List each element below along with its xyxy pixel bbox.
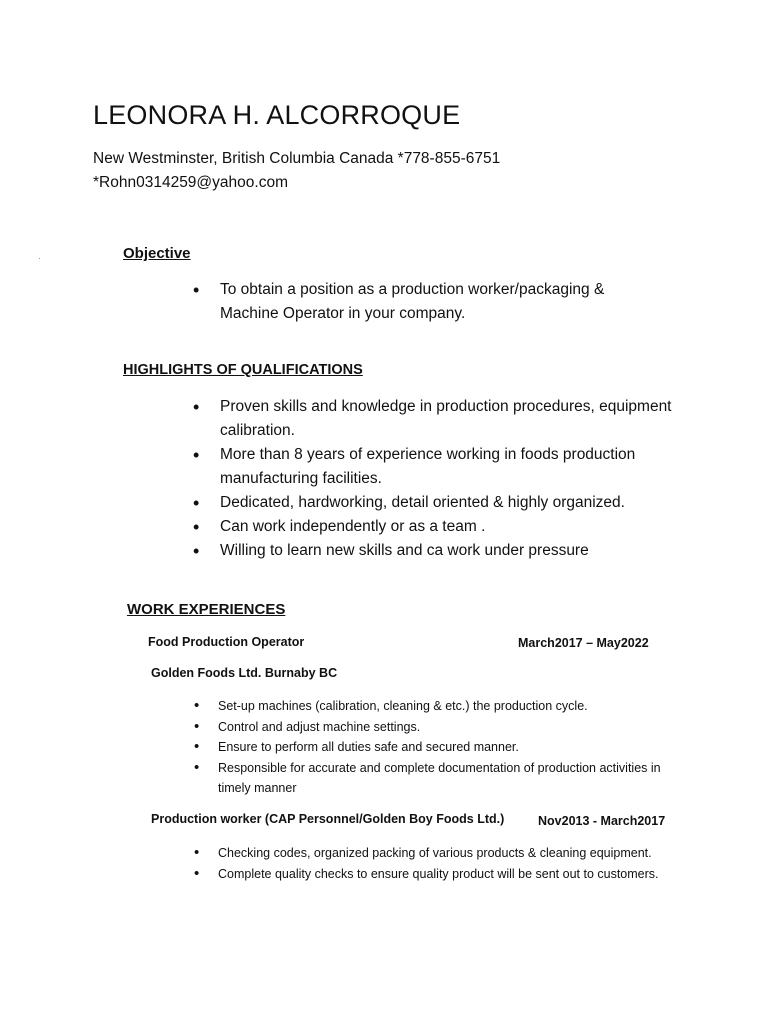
highlights-heading: HIGHLIGHTS OF QUALIFICATIONS <box>123 362 363 378</box>
highlights-list <box>193 395 673 563</box>
job-dates: Nov2013 - March2017 <box>538 814 666 828</box>
highlight-item: • Can work independently or as a team . <box>193 515 673 539</box>
work-heading: WORK EXPERIENCES <box>127 601 286 618</box>
job-duties-list <box>194 843 664 884</box>
job-title: Food Production Operator <box>148 635 305 649</box>
objective-heading: Objective <box>123 245 191 262</box>
objective-list <box>193 278 663 326</box>
scan-speck <box>39 258 40 259</box>
duty-item: • Complete quality checks to ensure quality product will be sent out to customers. <box>194 864 664 885</box>
highlight-item: • Dedicated, hardworking, detail oriented & highly organized. <box>193 491 673 515</box>
job-dates: March2017 – May2022 <box>518 636 649 650</box>
job-title: Production worker (CAP Personnel/Golden Boy Foods Ltd.) <box>151 812 505 826</box>
duty-item: • Responsible for accurate and complete documentation of production activities in timely manner <box>194 758 664 799</box>
highlight-item: • More than 8 years of experience working in foods production manufacturing facilities. <box>193 443 673 491</box>
duty-item: • Set-up machines (calibration, cleaning & etc.) the production cycle. <box>194 696 664 717</box>
highlight-item: • Proven skills and knowledge in production procedures, equipment calibration. <box>193 395 673 443</box>
objective-item: • To obtain a position as a production worker/packaging & Machine Operator in your company. <box>193 278 663 326</box>
contact-address-phone: New Westminster, British Columbia Canada *778-855-6751 <box>93 150 501 167</box>
applicant-name: LEONORA H. ALCORROQUE <box>93 100 461 130</box>
job-company: Golden Foods Ltd. Burnaby BC <box>151 666 338 680</box>
job-duties-list <box>194 696 664 799</box>
contact-email: *Rohn0314259@yahoo.com <box>93 174 288 191</box>
duty-item: • Checking codes, organized packing of various products & cleaning equipment. <box>194 843 664 864</box>
duty-item: • Ensure to perform all duties safe and secured manner. <box>194 737 664 758</box>
highlight-item: • Willing to learn new skills and ca work under pressure <box>193 539 673 563</box>
duty-item: • Control and adjust machine settings. <box>194 717 664 738</box>
